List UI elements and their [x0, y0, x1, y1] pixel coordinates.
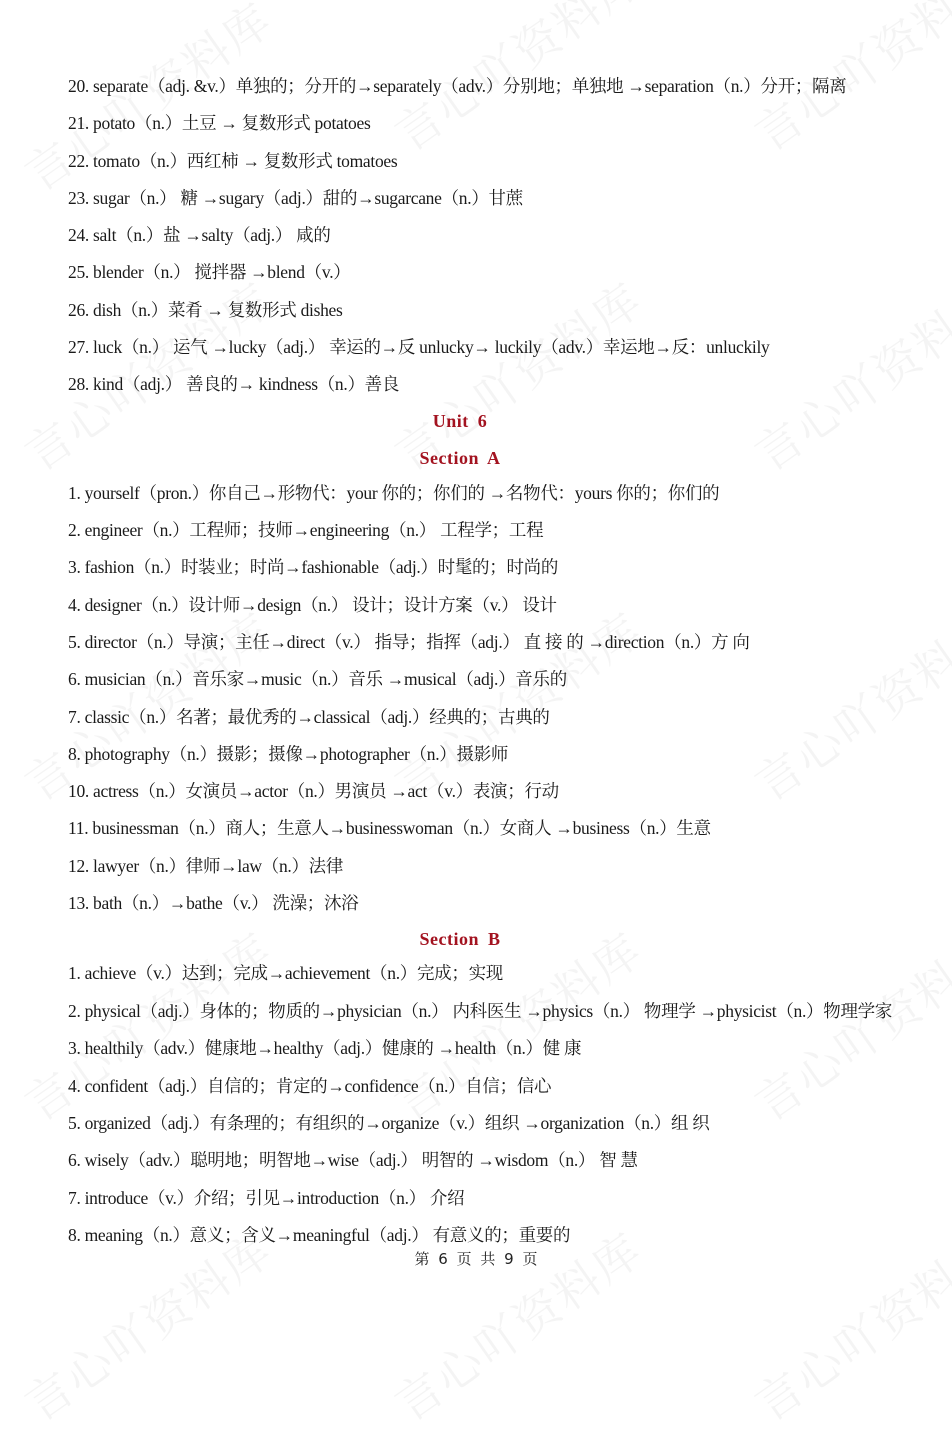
vocab-entry: 27. luck（n.） 运气 →lucky（adj.） 幸运的→反 unlucky→ luckily（adv.）幸运地→反：unluckily	[68, 337, 770, 357]
vocab-entry: 22. tomato（n.）西红柿 → 复数形式 tomatoes	[68, 151, 398, 171]
vocab-entry: 6. musician（n.）音乐家→music（n.）音乐 →musical（adj.）音乐的	[68, 669, 567, 689]
vocab-entry: 4. designer（n.）设计师→design（n.） 设计；设计方案（v.） 设计	[68, 595, 557, 615]
vocab-entry: 7. introduce（v.）介绍；引见→introduction（n.） 介绍	[68, 1188, 465, 1208]
vocab-entry: 28. kind（adj.） 善良的→ kindness（n.）善良	[68, 374, 400, 394]
vocab-entry: 1. yourself（pron.）你自己→形物代：your 你的；你们的 →名物代：yours 你的；你们的	[68, 483, 720, 503]
vocab-entry: 25. blender（n.） 搅拌器 →blend（v.）	[68, 262, 351, 282]
vocab-entry: 6. wisely（adv.）聪明地；明智地→wise（adj.） 明智的 →wisdom（n.） 智 慧	[68, 1150, 638, 1170]
vocab-entry: 8. meaning（n.）意义；含义→meaningful（adj.） 有意义的；重要的	[68, 1225, 571, 1245]
vocab-entry: 23. sugar（n.） 糖 →sugary（adj.）甜的→sugarcane（n.）甘蔗	[68, 188, 523, 208]
vocab-entry: 8. photography（n.）摄影；摄像→photographer（n.）摄影师	[68, 744, 509, 764]
vocab-entry: 12. lawyer（n.）律师→law（n.）法律	[68, 856, 344, 876]
vocab-entry: 13. bath（n.）→bathe（v.） 洗澡；沐浴	[68, 893, 359, 913]
vocab-entry: 24. salt（n.）盐 →salty（adj.） 咸的	[68, 225, 331, 245]
watermark-text	[10, 0, 284, 204]
vocab-entry: 10. actress（n.）女演员→actor（n.）男演员 →act（v.）表演；行动	[68, 781, 559, 801]
vocab-entry: 7. classic（n.）名著；最优秀的→classical（adj.）经典的；古典的	[68, 707, 550, 727]
vocab-entry: 21. potato（n.）土豆 → 复数形式 potatoes	[68, 113, 371, 133]
vocab-entry: 20. separate（adj. &v.）单独的；分开的→separately（adv.）分别地；单独地 →separation（n.）分开；隔离	[68, 76, 847, 96]
vocab-entry: 5. director（n.）导演；主任→direct（v.） 指导；指挥（adj.） 直 接 的 →direction（n.）方 向	[68, 632, 750, 652]
vocab-entry: 5. organized（adj.）有条理的；有组织的→organize（v.）组织 →organization（n.）组 织	[68, 1113, 710, 1133]
vocab-entry: 3. healthily（adv.）健康地→healthy（adj.）健康的 →health（n.）健 康	[68, 1038, 582, 1058]
vocab-entry: 1. achieve（v.）达到；完成→achievement（n.）完成；实现	[68, 963, 503, 983]
section-a-heading: Section A	[419, 448, 501, 468]
vocab-entry: 4. confident（adj.）自信的；肯定的→confidence（n.）自信；信心	[68, 1076, 552, 1096]
unit-heading: Unit 6	[432, 411, 488, 431]
vocab-entry: 3. fashion（n.）时装业；时尚→fashionable（adj.）时髦的；时尚的	[68, 557, 559, 577]
watermark-text	[740, 595, 952, 814]
vocab-entry: 2. engineer（n.）工程师；技师→engineering（n.） 工程学；工程	[68, 520, 544, 540]
page-number: 第 6 页 共 9 页	[414, 1250, 538, 1268]
vocab-entry: 26. dish（n.）菜肴 → 复数形式 dishes	[68, 300, 343, 320]
vocab-entry: 2. physical（adj.）身体的；物质的→physician（n.） 内科医生 →physics（n.） 物理学 →physicist（n.）物理学家	[68, 1001, 893, 1021]
section-b-heading: Section B	[419, 929, 501, 949]
vocab-entry: 11. businessman（n.）商人；生意人→businesswoman（n.）女商人 →business（n.）生意	[68, 818, 711, 838]
